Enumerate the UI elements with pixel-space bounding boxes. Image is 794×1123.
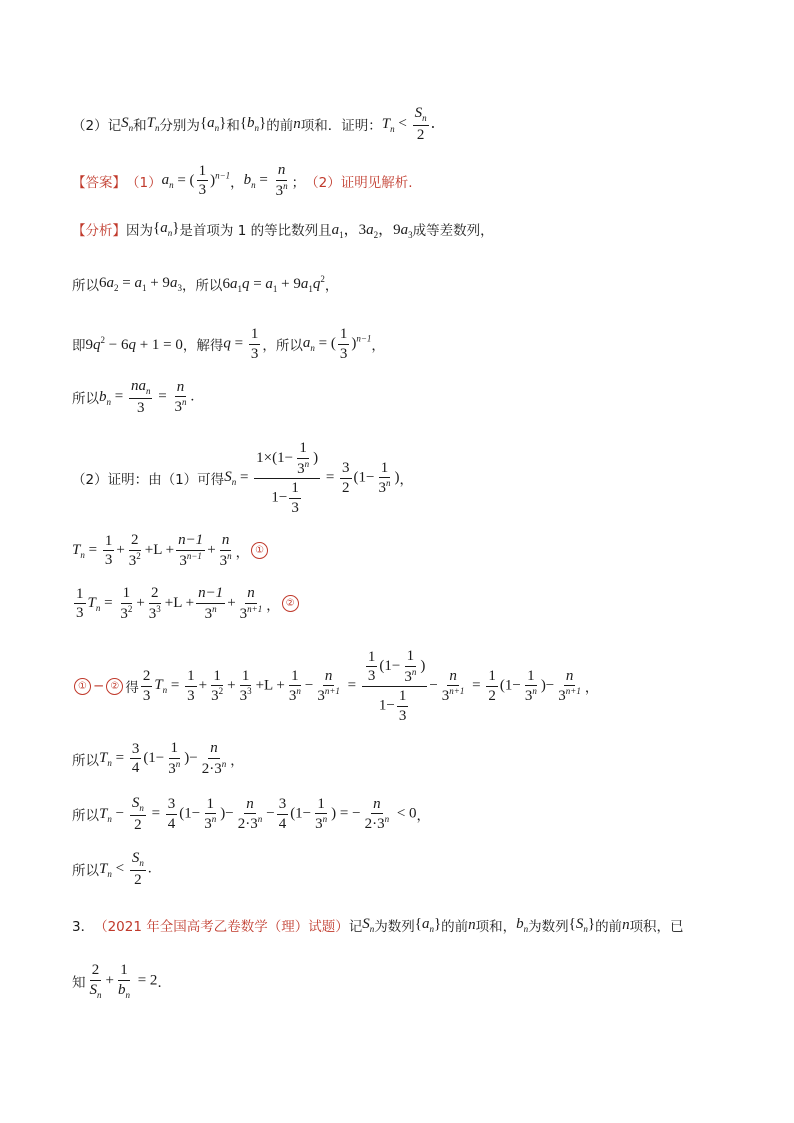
analysis-tag: 【分析】 [72,223,126,239]
tn-third-series: $\frac{1}{3}$ $T_n$ = $\frac{1}{3^2}$ + $\frac{2}{3^3}$ +L + $\frac{n-1}{3^n}$ + $\frac{n}{3^{n+1}}$ ， ② [72,585,301,622]
part2-statement: （2）记 $S_n$ 和 $T_n$ 分别为 $\{a_n\}$ 和 $\{b_n\}$ 的前 n 项和．证明： $T_n$ < $\frac{S_n}{2}$ ． [72,105,446,143]
step-3: 所以 $b_n$ = $\frac{na_n}{3}$ = $\frac{n}{3^n}$ . [72,378,195,416]
part2-label: （2）记 [72,118,122,135]
q3-source: （2021 年全国高考乙卷数学（理）试题） [94,919,349,935]
step-2: 即 $9q^2 - 6q + 1 = 0$ ，解得 q = $\frac{1}{3}$ ，所以 $a_n$ = ( $\frac{1}{3}$ )$^{n-1}$ ， [72,326,385,362]
proof-sn: （2）证明：由（1）可得 $S_n$ = 1×(1− $\frac{1}{3^n}$ ) 1− $\frac{1}{3}$ = $\frac{3}{2}$ (1− $\frac{1}{3^n}$ ) ， [72,440,414,516]
difference-line: 所以 $T_n$ − $\frac{S_n}{2}$ = $\frac{3}{4}$ (1− $\frac{1}{3^n}$ )− $\frac{n}{2\cdot 3^n}$ − $\frac{3}{4}$ (1− $\frac{1}{3^n}$ ) = − $\frac{n}{2\cdot 3^n}$ < 0 ， [72,795,431,833]
q3-line1: 3． （2021 年全国高考乙卷数学（理）试题） 记 $S_n$ 为数列 $\{a_n\}$ 的前 n 项和， $b_n$ 为数列 $\{S_n\}$ 的前 n 项积，已 [72,916,684,935]
tn-series: $T_n$ = $\frac{1}{3}$ + $\frac{2}{3^2}$ +L + $\frac{n-1}{3^{n-1}}$ + $\frac{n}{3^n}$ ， ① [72,532,270,569]
step-1: 所以 $6a_2 = a_1 + 9a_3$ ，所以 $6a_1q = a_1 + 9a_1q^2$ ， [72,274,339,294]
answer-line: 【答案】 （1） $a_n$ = ( $\frac{1}{3}$ )$^{n-1}$ ， $b_n$ = $\frac{n}{3^n}$ ； （2）证明见解析. [72,162,413,199]
circle-mark-2: ② [282,595,299,612]
conclusion-line: 所以 $T_n$ < $\frac{S_n}{2}$ . [72,850,152,888]
circle-mark-1: ① [251,542,268,559]
q3-number: 3． [72,919,95,935]
answer-tag: 【答案】 [72,174,126,191]
analysis-line: 【分析】 因为 $\{a_n\}$ 是首项为 1 的等比数列且 $a_1$，$3a_2$，$9a_3$ 成等差数列， [72,220,494,240]
q3-line2: 知 $\frac{2}{S_n}$ + $\frac{1}{b_n}$ = 2 ． [72,962,171,1000]
tn-result: 所以 $T_n$ = $\frac{3}{4}$ (1− $\frac{1}{3^n}$ )− $\frac{n}{2\cdot 3^n}$ ， [72,740,244,777]
subtract-line: ① − ② 得 $\frac{2}{3}$ $T_n$ = $\frac{1}{3}$ + $\frac{1}{3^2}$ + $\frac{1}{3^3}$ +L + $\frac{1}{3^n}$ − $\frac{n}{3^{n+1}}$ = $\frac{1}{3}$ (1− $\frac{1}{3^n}$ ) 1− $\frac{1}{3}$ − $\frac{n}{3^{n+1}}$ = $\frac{1}{2}$ (1− $\frac{1}{3^n}$ )− $\frac{n}{3^{n+1}}$ ， [72,648,598,724]
